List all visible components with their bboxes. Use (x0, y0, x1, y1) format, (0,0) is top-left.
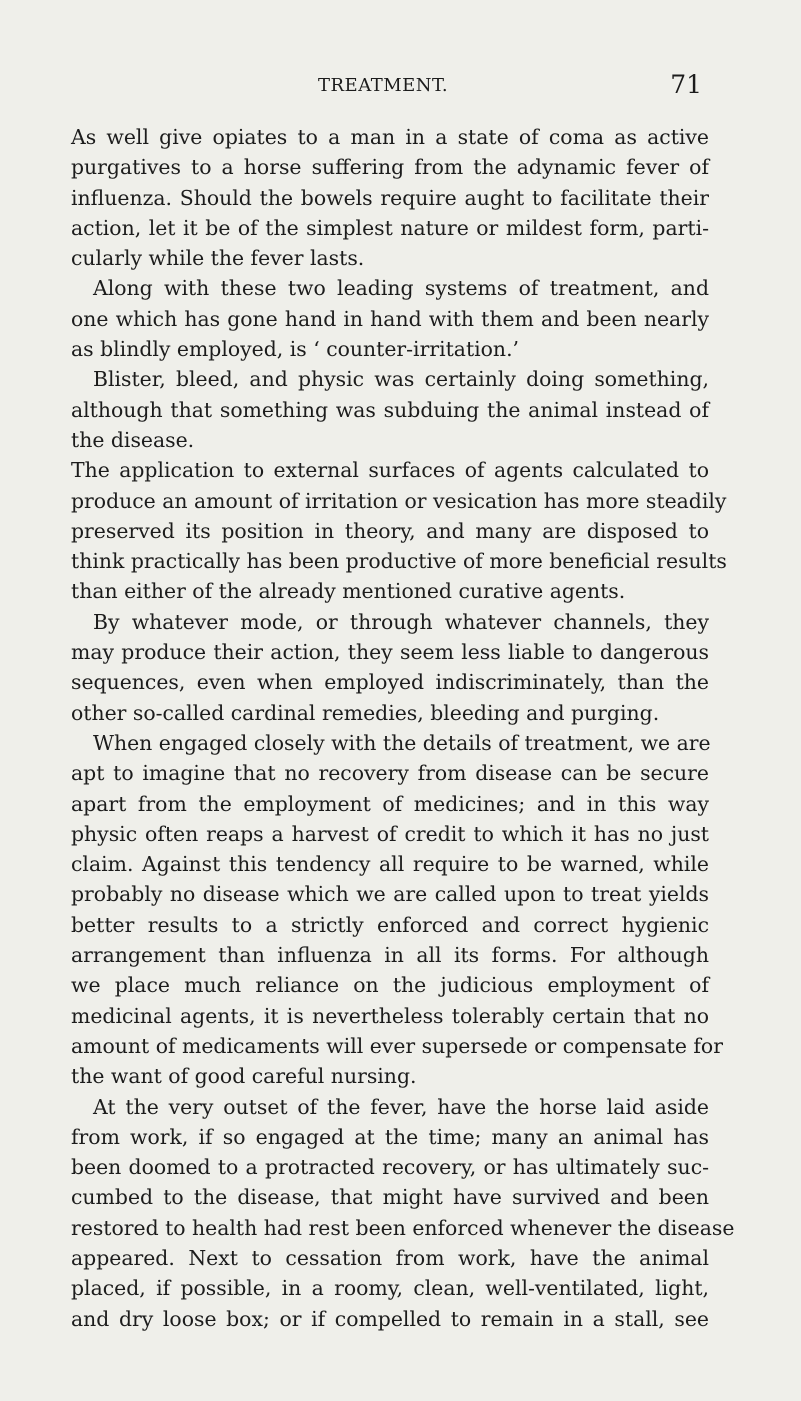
text-line: probably no disease which we are called upon to treat yields (71, 882, 709, 907)
text-line: the disease. (71, 427, 195, 452)
text-line: claim. Against this tendency all require to be warned, while (71, 852, 709, 877)
text-line: At the very outset of the fever, have the horse laid aside (93, 1094, 709, 1119)
text-line: restored to health had rest been enforced whenever the disease (71, 1215, 735, 1240)
text-line: preserved its position in theory, and many are disposed to (71, 518, 709, 543)
body-text (71, 122, 735, 1334)
text-line: influenza. Should the bowels require aught to facilitate their (71, 185, 709, 210)
text-line: purgatives to a horse suffering from the adynamic fever of (71, 155, 709, 180)
text-line: apart from the employment of medicines; and in this way (71, 791, 709, 816)
text-line: medicinal agents, it is nevertheless tolerably certain that no (71, 1003, 709, 1028)
text-line: than either of the already mentioned curative agents. (71, 579, 626, 604)
text-line: Blister, bleed, and physic was certainly doing something, (93, 367, 709, 392)
text-line: action, let it be of the simplest nature or mildest form, parti- (71, 215, 709, 240)
page-header (70, 70, 710, 104)
text-line: from work, if so engaged at the time; many an animal has (71, 1124, 709, 1149)
text-line: physic often reaps a harvest of credit to which it has no just (71, 821, 709, 846)
text-line: and dry loose box; or if compelled to remain in a stall, see (71, 1306, 709, 1331)
text-line: By whatever mode, or through whatever channels, they (93, 609, 709, 634)
text-line: we place much reliance on the judicious employment of (71, 973, 709, 998)
text-line: the want of good careful nursing. (71, 1064, 417, 1089)
text-line: think practically has been productive of more beneficial results (71, 549, 727, 574)
text-line: better results to a strictly enforced and correct hygienic (71, 912, 709, 937)
text-line: apt to imagine that no recovery from disease can be secure (71, 761, 709, 786)
text-line: cularly while the fever lasts. (71, 246, 365, 271)
text-line: Along with these two leading systems of treatment, and (93, 276, 709, 301)
text-line: cumbed to the disease, that might have survived and been (71, 1185, 709, 1210)
text-line: as blindly employed, is ‘ counter-irritation.’ (71, 337, 520, 362)
text-line: appeared. Next to cessation from work, have the animal (71, 1245, 709, 1270)
text-line: When engaged closely with the details of treatment, we are (93, 730, 711, 755)
text-line: other so-called cardinal remedies, bleeding and purging. (71, 700, 660, 725)
text-line: The application to external surfaces of agents calculated to (71, 458, 709, 483)
text-line: been doomed to a protracted recovery, or has ultimately suc- (71, 1155, 709, 1180)
text-line: arrangement than influenza in all its forms. For although (71, 943, 709, 968)
text-line: amount of medicaments will ever supersede or compensate for (71, 1033, 723, 1058)
text-line: sequences, even when employed indiscriminately, than the (71, 670, 709, 695)
running-head: TREATMENT. (318, 75, 449, 96)
text-line: placed, if possible, in a roomy, clean, well-ventilated, light, (71, 1276, 709, 1301)
text-line: As well give opiates to a man in a state of coma as active (71, 125, 709, 149)
text-line: one which has gone hand in hand with them and been nearly (71, 306, 709, 331)
text-line: produce an amount of irritation or vesication has more steadily (71, 488, 727, 513)
page-number: 71 (670, 70, 702, 99)
text-line: may produce their action, they seem less liable to dangerous (71, 640, 709, 665)
text-line: although that something was subduing the animal instead of (71, 397, 709, 422)
